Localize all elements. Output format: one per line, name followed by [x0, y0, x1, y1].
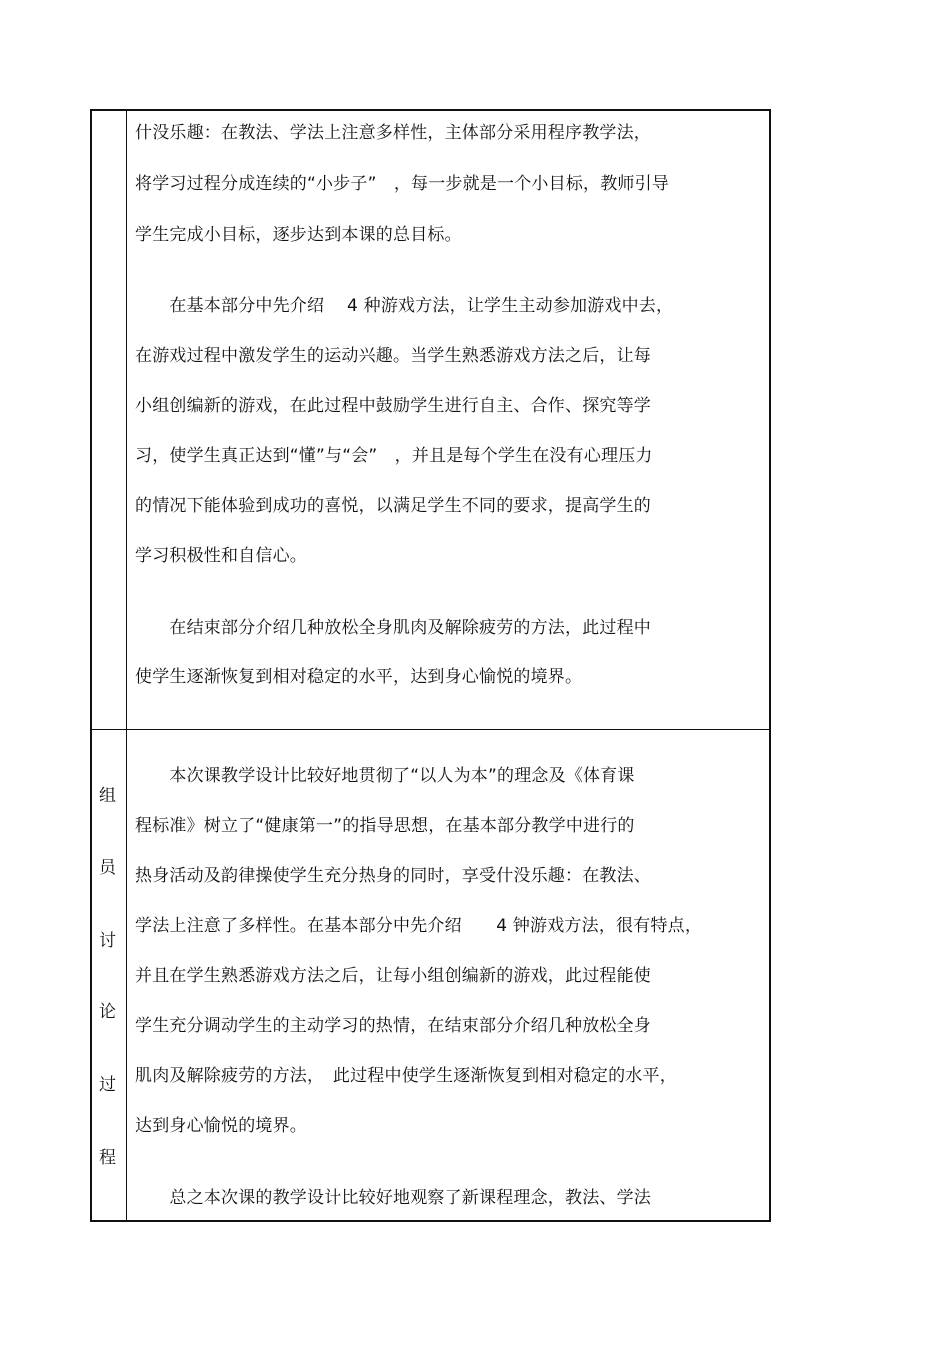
paragraph-line: 本次课教学设计比较好地贯彻了“以人为本”的理念及《体育课: [135, 766, 635, 786]
paragraph-line: 将学习过程分成连续的“小步子” ，每一步就是一个小目标，教师引导: [135, 174, 670, 194]
paragraph-line: 的情况下能体验到成功的喜悦，以满足学生不同的要求，提高学生的: [135, 496, 651, 516]
paragraph-line: 学习积极性和自信心。: [135, 546, 307, 566]
section-label-char: 组: [99, 786, 116, 806]
paragraph-line: 什没乐趣：在教法、学法上注意多样性，主体部分采用程序教学法，: [135, 123, 651, 143]
section-label-char: 程: [99, 1148, 116, 1168]
paragraph-line: 习，使学生真正达到“懂”与“会” ，并且是每个学生在没有心理压力: [135, 446, 653, 466]
column-divider: [126, 111, 127, 1220]
paragraph-line: 小组创编新的游戏，在此过程中鼓励学生进行自主、合作、探究等学: [135, 396, 651, 416]
section-label-char: 员: [99, 858, 116, 878]
paragraph-line: 程标准》树立了“健康第一”的指导思想，在基本部分教学中进行的: [135, 816, 635, 836]
paragraph-line: 达到身心愉悦的境界。: [135, 1116, 307, 1136]
section-label-char: 过: [99, 1075, 116, 1095]
paragraph-line: 在基本部分中先介绍 4 种游戏方法，让学生主动参加游戏中去，: [135, 296, 674, 316]
section-label-char: 论: [99, 1002, 116, 1022]
section-label-char: 讨: [99, 931, 116, 951]
paragraph-line: 学法上注意了多样性。在基本部分中先介绍 4 钟游戏方法，很有特点，: [135, 916, 703, 936]
paragraph-line: 学生完成小目标，逐步达到本课的总目标。: [135, 225, 462, 245]
paragraph-line: 使学生逐渐恢复到相对稳定的水平，达到身心愉悦的境界。: [135, 667, 583, 687]
paragraph-line: 在结束部分介绍几种放松全身肌肉及解除疲劳的方法，此过程中: [135, 618, 651, 638]
paragraph-line: 学生充分调动学生的主动学习的热情，在结束部分介绍几种放松全身: [135, 1016, 651, 1036]
paragraph-line: 肌肉及解除疲劳的方法， 此过程中使学生逐渐恢复到相对稳定的水平，: [135, 1066, 677, 1086]
paragraph-line: 热身活动及韵律操使学生充分热身的同时，享受什没乐趣：在教法、: [135, 866, 651, 886]
row-divider: [92, 729, 769, 730]
paragraph-line: 总之本次课的教学设计比较好地观察了新课程理念，教法、学法: [135, 1188, 651, 1208]
paragraph-line: 并且在学生熟悉游戏方法之后，让每小组创编新的游戏，此过程能使: [135, 966, 651, 986]
paragraph-line: 在游戏过程中激发学生的运动兴趣。当学生熟悉游戏方法之后，让每: [135, 346, 651, 366]
form-table: [90, 109, 771, 1222]
